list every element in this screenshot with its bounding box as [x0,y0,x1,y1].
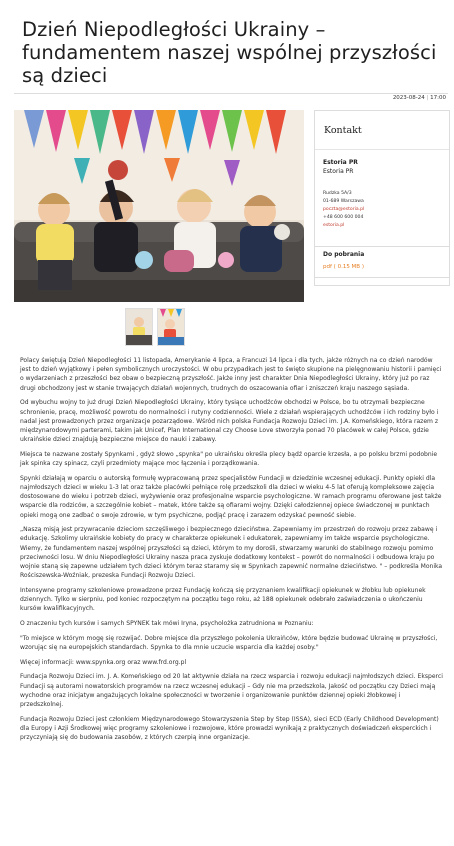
contact-website-link[interactable]: estoria.pl [323,223,345,228]
paragraph: „Naszą misją jest przywracanie dzieciom szczęśliwego i bezpiecznego dzieciństwa. Zapewniamy im przestrzeń do rozwoju przez zabawę i edukację. Szkolimy ukraińskie kobiety do pracy w charakterze opiekunek i edukatorek, zapewniamy im także wsparcie psychologiczne. Wiemy, że fundamentem naszej wspólnej przyszłości są dzieci, którym to my dorośli, stwarzamy warunki do stabilnego rozwoju pomimo przeciwności losu. W dniu Niepodległości Ukrainy nasza praca zyskuje dodatkowy kontekst – powrót do normalności i odbudowa kraju po wojnie staną się zapewne udziałem tych dzieci którym teraz staramy się w Spynkach zapewnić normalne dzieciństwo. " – podkreśla Monika Rościszewska-Woźniak, prezeska Fundacji Rozwoju Dzieci. [20,526,443,580]
contact-city: 01-689 Warszawa [323,199,364,204]
title-line-3: są dzieci [22,64,108,87]
paragraph: Spynki działają w oparciu o autorską formułę wypracowaną przez specjalistów Fundacji w dziedzinie wczesnej edukacji. Punkty opieki dla najmłodszych dzieci w wieku 1-3 lat oraz także placówki pełniące rolę przedszkoli dla dzieci w wieku 4-5 lat oferują kompleksowe zajęcia dostosowane do wieku i potrzeb dzieci, wyżywienie oraz profesjonalne wsparcie psychologiczne. W ramach programu oferowane jest także wsparcie dla rodziców, a szczególnie kobiet – matek, które także są ofiarami wojny. Dzięki całodziennej opiece świadczonej w punktach opieki mogą one zadbać o swoje zdrowie, w tym psychiczne, podjąć pracę i zarazem odzyskać pewność siebie. [20,474,442,519]
paragraph: Fundacja Rozwoju Dzieci im. J. A. Komeńskiego od 20 lat aktywnie działa na rzecz wsparcia i rozwoju edukacji najmłodszych dzieci. Eksperci Fundacji są autorami nowatorskich programów na rzecz wczesnej edukacji – Gdy nie ma przedszkola, Jakość od początku czy Dzieci mają wychodne oraz inicjatyw angażujących lokalne społeczności w tworzenie i organizowanie punktów dziennej opieki żłobkowej i przedszkolnej. [20,673,443,708]
thumbnail-2-image [158,309,184,345]
time-value: 17:00 [430,95,446,101]
title-line-2: fundamentem naszej wspólnej przyszłości [22,41,437,64]
download-box [314,246,450,278]
paragraph: Miejsca te nazwane zostały Spynkami , gdyż słowo „spynka" po ukraińsku określa plecy bądź oparcie krzesła, a po polsku brzmi podobnie jak spinka czy spinacz, czyli przedmioty mające moc łączenia i porządkowania. [20,450,438,468]
paragraph: Fundacja Rozwoju Dzieci jest członkiem Międzynarodowego Stowarzyszenia Step by Step (ISSA), sieci ECD (Early Childhood Development) dla Europy i Azji Środkowej więc programy szkoleniowe i rozwojowe, które prowadzi wynikają z praktycznych doświadczeń eksperckich i przyczyniają się do budowania zasobów, z których czerpią inne organizacje. [20,715,439,742]
hero-photo[interactable] [14,110,304,302]
contact-org: Estoria PR [323,168,354,175]
thumbnail-2[interactable] [157,308,185,346]
article-title [22,18,442,87]
thumbnail-1-image [126,309,152,345]
date-divider [14,93,448,94]
download-file-link[interactable] [323,264,364,270]
download-heading: Do pobrania [323,251,365,258]
date-separator: | [426,95,429,101]
paragraph: Polacy świętują Dzień Niepodległości 11 listopada, Amerykanie 4 lipca, a Francuzi 14 lipca i dla tych, jakże różnych na co dzień narodów jest to dzień wyjątkowy i pełen symbolicznych uroczystości. W obu przypadkach jest to święto skupione na pielęgnowaniu historii i pamięci o wydarzeniach z przeszłości bez obaw o bezpieczną przyszłość. Jakże inny jest charakter Dnia Niepodległości Ukrainy, który już po raz drugi obchodzony jest w stanie trwających działań wojennych, trudnych do oszacowania ofiar i zniszczeń kraju naszego sąsiada. [20,357,442,392]
contact-phone: +48 600 600 004 [323,215,364,220]
date-value: 2023-08-24 [392,95,425,101]
title-line-1: Dzień Niepodległości Ukrainy – [22,18,326,41]
download-file-size: ( 0.15 MB ) [333,264,364,270]
thumbnail-1[interactable] [125,308,153,346]
paragraph: Więcej informacji: www.spynka.org oraz www.frd.org.pl [20,658,187,666]
contact-org-bold: Estoria PR [323,159,358,166]
publish-date [393,95,446,101]
paragraph: Od wybuchu wojny to już drugi Dzień Niepodległości Ukrainy, który tysiące uchodźców obchodzi w Polsce, bo tu otrzymali bezpieczne schronienie, pracę, możliwość powrotu do normalności i rutyny codzienności. Wiele z działań wspierających uchodźców i ich rodziny było i nadal jest prowadzonych przez organizacje pozarządowe. Wśród nich polska Fundacja Rozwoju Dzieci im. J.A. Komeńskiego, która razem z międzynarodowymi parterami, takim jak Unicef, Plan International czy Choose Love stworzyła ponad 70 placówek w całej Polsce, gdzie ukraińskie dzieci znajdują bezpieczne miejsce do nauki i zabawy. [20,399,439,444]
contact-street: Rudzka 5A/3 [323,191,352,196]
article-body [20,356,444,748]
download-file-type: pdf [323,264,332,270]
contact-email-link[interactable]: poczta@estoria.pl [323,207,365,212]
paragraph: "To miejsce w którym mogę się rozwijać. Dobre miejsce dla przyszłego pokolenia Ukraińców, które będzie budować Ukrainę w przyszłości, wzorując się na europejskich standardach. Spynka to dla mnie uczucie wsparcia dla każdej osoby." [20,634,438,651]
contact-heading: Kontakt [324,125,362,136]
children-photo-illustration [14,110,304,302]
contact-divider [315,149,449,150]
paragraph: Intensywne programy szkoleniowe prowadzone przez Fundację kończą się przyznaniem kwalifikacji opiekunek w żłobku lub opiekunek dziennych. Tylko w sierpniu, pod koniec rozpoczętym na początku tego roku, aż 188 opiekunek odebrało zaświadczenia o ukończeniu kursów kwalifikacyjnych. [20,586,426,613]
paragraph: O znaczeniu tych kursów i samych SPYNEK tak mówi Iryna, psycholożka zatrudniona w Poznaniu: [20,620,314,628]
